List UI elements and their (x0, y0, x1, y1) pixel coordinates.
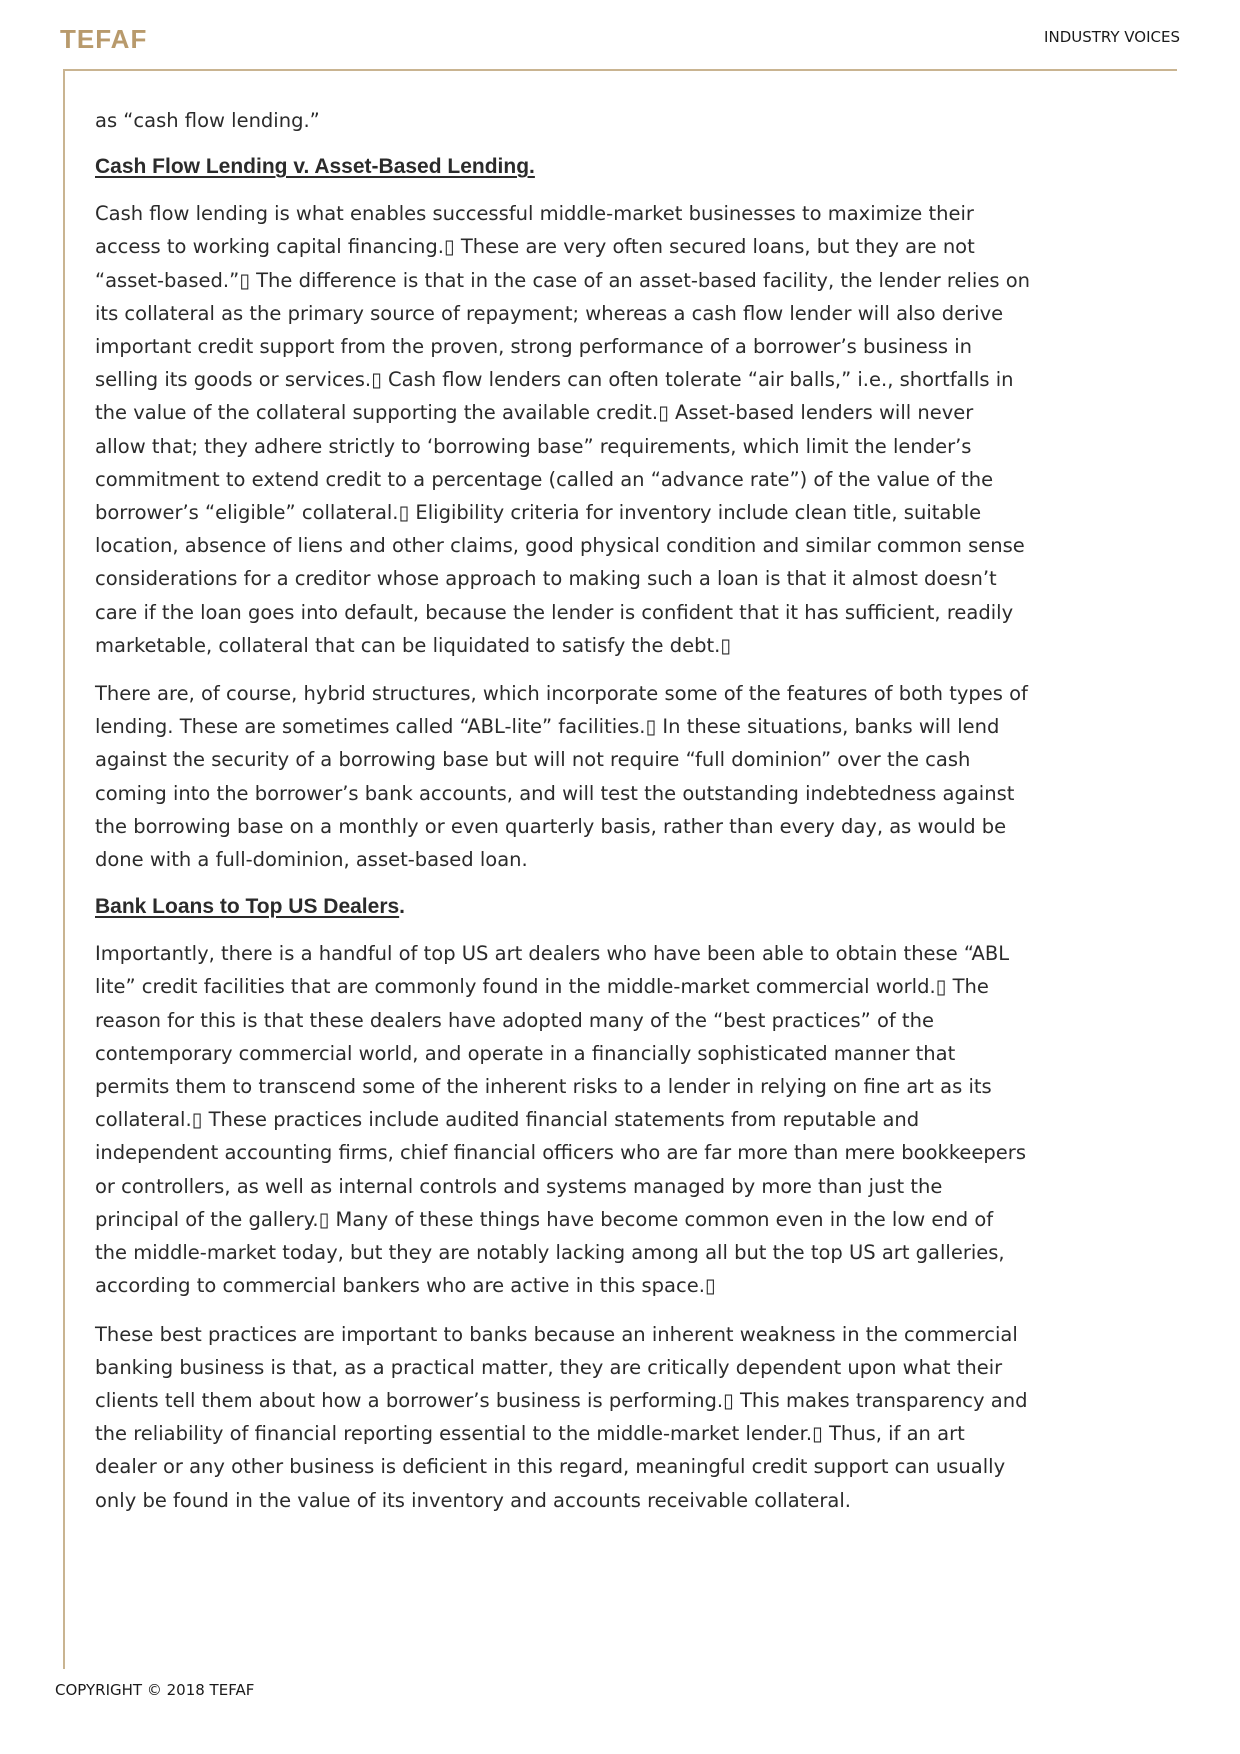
left-margin-rule (63, 69, 65, 1669)
section-heading-bank-loans (95, 891, 1030, 923)
paragraph-top-dealers: Importantly, there is a handful of top US art dealers who have been able to obtain these “ABL lite” credit facilities that are commonly found in the middle-market commercial world.▯ The reason for this is that these dealers have adopted many of the “best practices” of the contemporary commercial world, and operate in a financially sophisticated manner that permits them to transcend some of the inherent risks to a lender in relying on fine art as its collateral.▯ These practices include audited financial statements from reputable and independent accounting firms, chief financial officers who are far more than mere bookkeepers or controllers, as well as internal controls and systems managed by more than just the principal of the gallery.▯ Many of these things have become common even in the low end of the middle-market today, but they are notably lacking among all but the top US art galleries, according to commercial bankers who are active in this space.▯ (95, 942, 1026, 1298)
paragraph-best-practices: These best practices are important to banks because an inherent weakness in the commercial banking business is that, as a practical matter, they are critically dependent upon what their clients tell them about how a borrower’s business is performing.▯ This makes transparency and the reliability of financial reporting essential to the middle-market lender.▯ Thus, if an art dealer or any other business is deficient in this regard, meaningful credit support can usually only be found in the value of its inventory and accounts receivable collateral. (95, 1322, 1028, 1512)
section-label: INDUSTRY VOICES (1044, 28, 1180, 46)
article-body (95, 104, 1030, 1532)
copyright-notice: COPYRIGHT © 2018 TEFAF (55, 1681, 255, 1699)
section-heading-text: Cash Flow Lending v. Asset-Based Lending. (95, 155, 535, 179)
tefaf-logo: TEFAF (60, 24, 148, 54)
header-divider (64, 69, 1177, 71)
lead-fragment: as “cash flow lending.” (95, 109, 320, 132)
paragraph-cash-flow-lending: Cash flow lending is what enables successful middle-market businesses to maximize their access to working capital financing.▯ These are very often secured loans, but they are not “asset-based.”▯ The difference is that in the case of an asset-based facility, the lender relies on its collateral as the primary source of repayment; whereas a cash flow lender will also derive important credit support from the proven, strong performance of a borrower’s business in selling its goods or services.▯ Cash flow lenders can often tolerate “air balls,” i.e., shortfalls in the value of the collateral supporting the available credit.▯ Asset-based lenders will never allow that; they adhere strictly to ‘borrowing base” requirements, which limit the lender’s commitment to extend credit to a percentage (called an “advance rate”) of the value of the borrower’s “eligible” collateral.▯ Eligibility criteria for inventory include clean title, suitable location, absence of liens and other claims, good physical condition and similar common sense considerations for a creditor whose approach to making such a loan is that it almost doesn’t care if the loan goes into default, because the lender is confident that it has sufficient, readily marketable, collateral that can be liquidated to satisfy the debt.▯ (95, 202, 1030, 657)
paragraph-hybrid-structures: There are, of course, hybrid structures, which incorporate some of the features of both types of lending. These are sometimes called “ABL-lite” facilities.▯ In these situations, banks will lend against the security of a borrowing base but will not require “full dominion” over the cash coming into the borrower’s bank accounts, and will test the outstanding indebtedness against the borrowing base on a monthly or even quarterly basis, rather than every day, as would be done with a full-dominion, asset-based loan. (95, 682, 1028, 872)
section-heading-cash-flow (95, 151, 1030, 183)
section-heading-text: Bank Loans to Top US Dealers (95, 895, 400, 919)
heading-period: . (399, 895, 406, 919)
